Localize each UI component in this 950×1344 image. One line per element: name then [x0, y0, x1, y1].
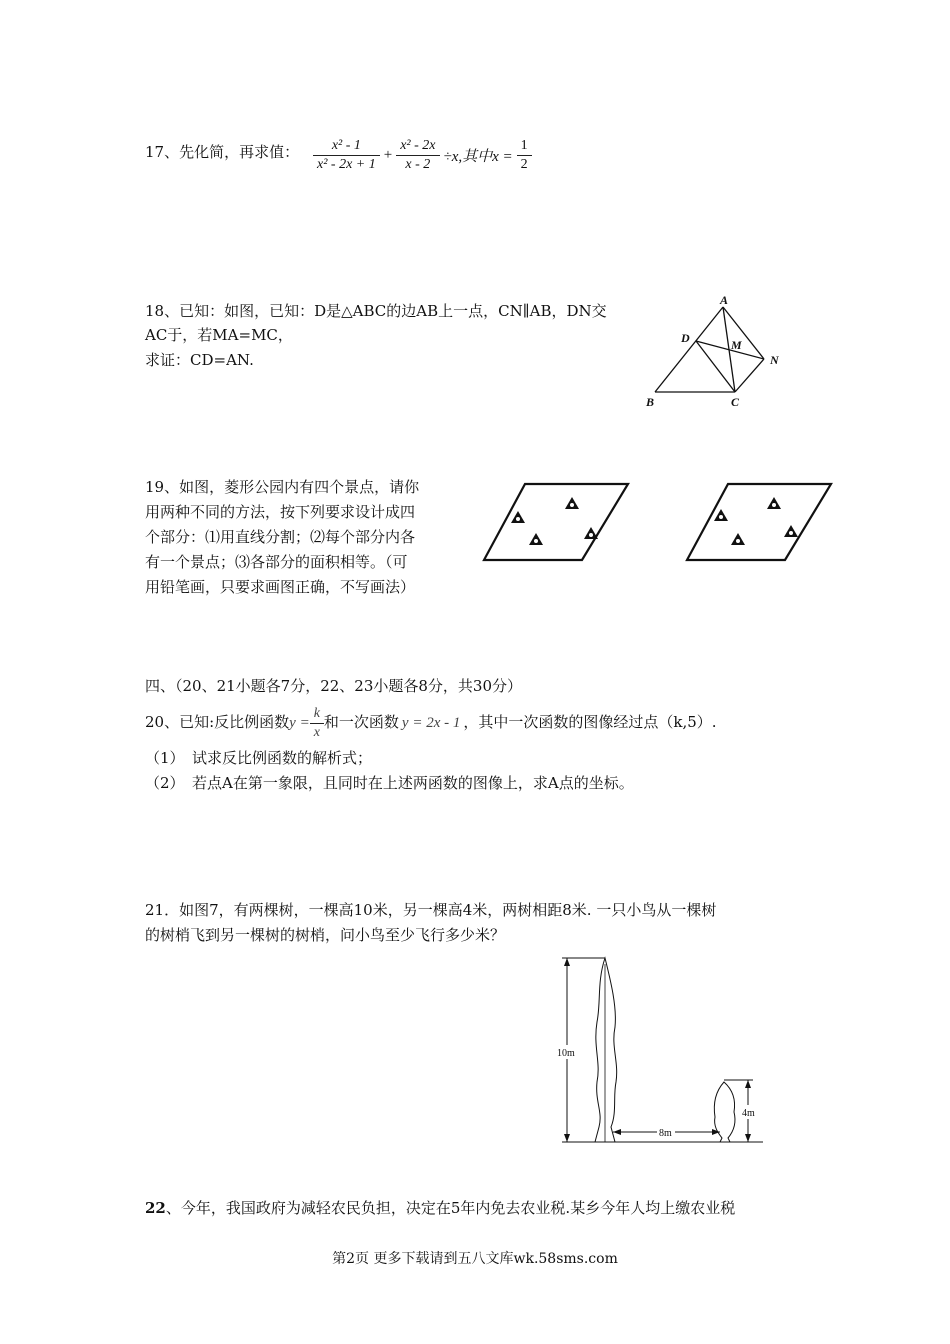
q18-triangle-figure: [640, 292, 790, 410]
arrow-head-icon: [745, 1080, 751, 1088]
rhombus-outline: [687, 484, 831, 560]
scenic-spot-dot: [589, 533, 593, 537]
label-n: N: [770, 353, 779, 367]
q20-k-over-x: [310, 705, 324, 742]
q20-mid: 和一次函数: [323, 713, 399, 731]
two-trees-figure: [553, 952, 773, 1150]
q20-part-2: （2） 若点A在第一象限，且同时在上述两函数的图像上，求A点的坐标。: [145, 774, 634, 792]
section-4-title: 四、（20、21小题各7分，22、23小题各8分，共30分）: [145, 677, 523, 695]
arrow-head-icon: [613, 1129, 621, 1135]
segment-ab: [655, 307, 723, 392]
q17-plus: +: [383, 147, 393, 164]
label-d: D: [681, 331, 690, 345]
label-b: B: [646, 395, 655, 409]
q17-fraction-1-denominator: x² - 2x + 1: [317, 157, 376, 172]
scenic-spot-dot: [789, 531, 793, 535]
q19-line-4: 有一个景点；⑶各部分的面积相等。（可: [145, 553, 408, 571]
q17-expression: [313, 137, 532, 174]
q17-half-denominator: 2: [520, 157, 528, 172]
label-a: A: [720, 293, 729, 307]
q22-line-1: [145, 1196, 735, 1220]
scenic-spot-dot: [516, 517, 520, 521]
arrow-head-icon: [564, 958, 570, 966]
rhombus-park-figure-2: [683, 478, 838, 568]
segment-cn: [735, 359, 764, 392]
q17-condition: ÷x,其中x =: [443, 149, 513, 165]
distance-label: 8m: [659, 1128, 672, 1139]
q19-line-2: 用两种不同的方法，按下列要求设计成四: [145, 503, 416, 521]
scenic-spot-dot: [534, 539, 538, 543]
q19-line-5: 用铅笔画，只要求画图正确，不写画法）: [145, 578, 416, 596]
tall-tree-height-label: 10m: [557, 1048, 575, 1059]
q20-linear-function: y = 2x - 1: [401, 715, 461, 731]
q20-k: k: [310, 705, 324, 724]
q20-prefix: 20、已知:反比例函数: [145, 713, 290, 731]
q21-line-1: 21．如图7，有两棵树，一棵高10米，另一棵高4米，两树相距8米. 一只小鸟从一棵树: [145, 901, 717, 919]
scenic-spot-dot: [736, 539, 740, 543]
label-c: C: [731, 395, 740, 409]
q18-line-2: AC于，若MA=MC，: [145, 326, 293, 344]
q20-y-equals: y =: [289, 715, 310, 731]
q17-label: 17、先化简，再求值：: [145, 143, 300, 161]
rhombus-outline: [484, 484, 628, 560]
scenic-spot-dot: [570, 503, 574, 507]
q17-fraction-1-numerator: x² - 1: [313, 137, 380, 156]
scenic-spot-dot: [719, 515, 723, 519]
scenic-spot-dot: [772, 503, 776, 507]
q17-fraction-half: [517, 137, 532, 174]
q22-text: 、今年，我国政府为减轻农民负担，决定在5年内免去农业税.某乡今年人均上缴农业税: [165, 1199, 736, 1217]
q17-fraction-2: [396, 137, 439, 174]
q19-line-3: 个部分：⑴用直线分割；⑵每个部分内各: [145, 528, 416, 546]
q20-statement: [145, 702, 717, 743]
q18-line-3: 求证：CD=AN.: [145, 351, 254, 369]
q18-line-1: 18、已知：如图，已知：D是△ABC的边AB上一点，CN∥AB，DN交: [145, 302, 607, 320]
tall-tree-icon: [595, 958, 617, 1142]
q22-number: 22: [145, 1199, 166, 1217]
q17-half-numerator: 1: [517, 137, 532, 156]
q20-suffix: ，其中一次函数的图像经过点（k,5）.: [463, 713, 717, 731]
page-footer: 第2页 更多下载请到五八文库wk.58sms.com: [332, 1251, 618, 1267]
q17-fraction-2-numerator: x² - 2x: [396, 137, 439, 156]
label-m: M: [731, 338, 742, 352]
q17-fraction-1: [313, 137, 380, 174]
q21-line-2: 的树梢飞到另一棵树的树梢，问小鸟至少飞行多少米？: [145, 926, 506, 944]
arrow-head-icon: [564, 1134, 570, 1142]
q20-part-1: （1） 试求反比例函数的解析式；: [145, 749, 373, 767]
rhombus-park-figure-1: [480, 478, 635, 568]
q19-line-1: 19、如图，菱形公园内有四个景点，请你: [145, 478, 420, 496]
short-tree-height-label: 4m: [742, 1108, 755, 1119]
short-tree-icon: [714, 1082, 735, 1142]
arrow-head-icon: [745, 1134, 751, 1142]
q17-fraction-2-denominator: x - 2: [405, 157, 431, 172]
q20-x: x: [313, 724, 320, 740]
